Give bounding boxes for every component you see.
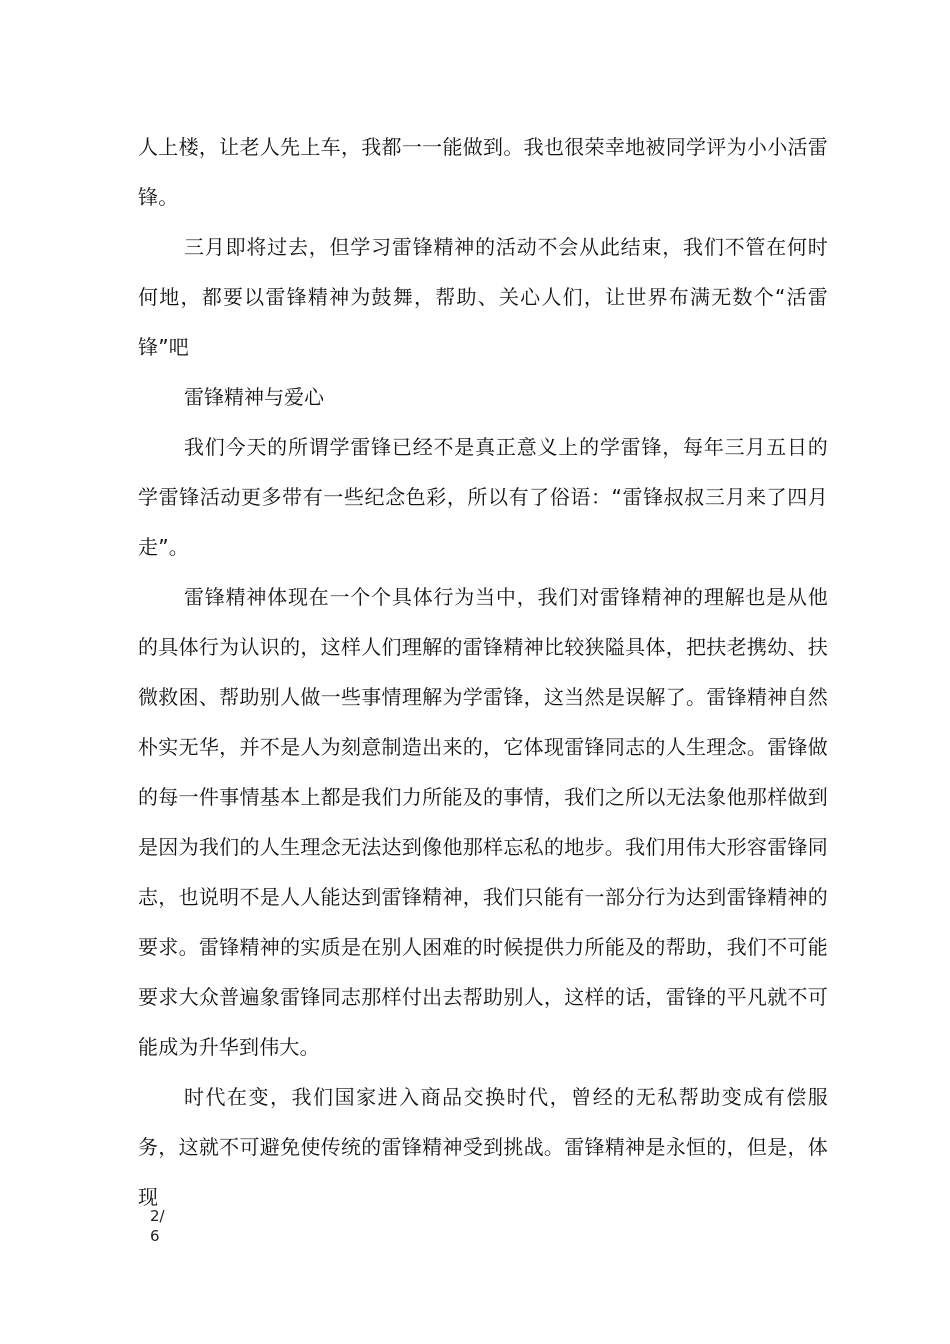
section-heading: 雷锋精神与爱心 [184, 385, 324, 409]
paragraph: 三月即将过去，但学习雷锋精神的活动不会从此结束，我们不管在何时何地，都要以雷锋精神为鼓舞，帮助、关心人们，让世界布满无数个“活雷锋”吧 [138, 235, 828, 359]
page-number-line-2: 6 [150, 1227, 160, 1245]
paragraph: 时代在变，我们国家进入商品交换时代，曾经的无私帮助变成有偿服务，这就不可避免使传统的雷锋精神受到挑战。雷锋精神是永恒的，但是，体现 [138, 1085, 828, 1209]
document-body [138, 122, 828, 1222]
page-number [150, 1206, 165, 1246]
paragraph: 雷锋精神体现在一个个具体行为当中，我们对雷锋精神的理解也是从他的具体行为认识的，这样人们理解的雷锋精神比较狭隘具体，把扶老携幼、扶微救困、帮助别人做一些事情理解为学雷锋，这当然是误解了。雷锋精神自然朴实无华，并不是人为刻意制造出来的，它体现雷锋同志的人生理念。雷锋做的每一件事情基本上都是我们力所能及的事情，我们之所以无法象他那样做到是因为我们的人生理念无法达到像他那样忘私的地步。我们用伟大形容雷锋同志，也说明不是人人能达到雷锋精神，我们只能有一部分行为达到雷锋精神的要求。雷锋精神的实质是在别人困难的时候提供力所能及的帮助，我们不可能要求大众普遍象雷锋同志那样付出去帮助别人，这样的话，雷锋的平凡就不可能成为升华到伟大。 [138, 585, 828, 1059]
paragraph-continuation: 人上楼，让老人先上车，我都一一能做到。我也很荣幸地被同学评为小小活雷锋。 [138, 135, 828, 209]
page-number-line-1: 2/ [150, 1207, 165, 1225]
paragraph: 我们今天的所谓学雷锋已经不是真正意义上的学雷锋，每年三月五日的学雷锋活动更多带有一些纪念色彩，所以有了俗语：“雷锋叔叔三月来了四月走”。 [138, 435, 828, 559]
